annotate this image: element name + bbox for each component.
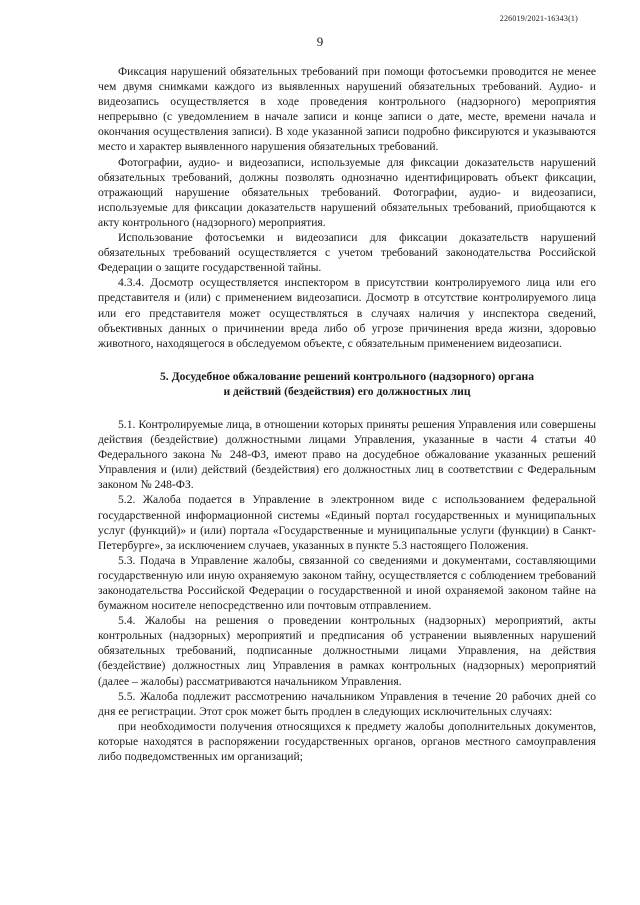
section-5-heading [98, 369, 596, 399]
paragraph-state-secret: Использование фотосъемки и видеозаписи для фиксации доказательств нарушений обязательных требований осуществляется с учетом требований законодательства Российской Федерации о защите государственной тайны. [98, 231, 596, 275]
section-5-heading-line1: 5. Досудебное обжалование решений контрольного (надзорного) органа [160, 369, 534, 383]
paragraph-5-4: 5.4. Жалобы на решения о проведении контрольных (надзорных) мероприятий, акты контрольных (надзорных) мероприятий и предписания об устранении выявленных нарушений обязательных требований, подписанные должностными лицами Управления, на действия (бездействие) должностных лиц Управления в рамках контрольных (надзорных) мероприятий (далее – жалобы) рассматриваются начальником Управления. [98, 614, 596, 688]
page-body [98, 64, 596, 764]
paragraph-photo-requirements: Фотографии, аудио- и видеозаписи, используемые для фиксации доказательств нарушений обязательных требований, должны позволять однозначно идентифицировать объект фиксации, отражающий нарушение обязательных требований. Фотографии, аудио- и видеозаписи, используемые для фиксации доказательств нарушений обязательных требований, приобщаются к акту контрольного (надзорного) мероприятия. [98, 155, 596, 229]
paragraph-5-1: 5.1. Контролируемые лица, в отношении которых приняты решения Управления или совершены действия (бездействие) должностными лицами Управления, указанные в части 4 статьи 40 Федерального закона № 248-ФЗ, имеют право на досудебное обжалование указанных решений Управления и (или) действий (бездействия) его должностных лиц в соответствии с Федеральным законом № 248-ФЗ. [98, 417, 596, 492]
section-5-heading-line2: и действий (бездействия) его должностных лиц [223, 384, 471, 398]
paragraph-5-2: 5.2. Жалоба подается в Управление в электронном виде с использованием федеральной государственной информационной системы «Единый портал государственных и муниципальных услуг (функций)» и (или) портала «Государственные и муниципальные услуги (функции) в Санкт-Петербурге», за исключением случаев, указанных в пункте 5.3 настоящего Положения. [98, 493, 596, 552]
paragraph-5-5-case-1: при необходимости получения относящихся к предмету жалобы дополнительных документов, которые находятся в распоряжении государственных органов, органов местного самоуправления либо подведомственных им организаций; [98, 719, 596, 764]
document-id: 226019/2021-16343(1) [499, 14, 578, 23]
paragraph-4-3-4: 4.3.4. Досмотр осуществляется инспектором в присутствии контролируемого лица или его представителя и (или) с применением видеозаписи. Досмотр в отсутствие контролируемого лица или его представителя может осуществляться в случаях наличия у инспектора сведений, объективных данных о причинении вреда либо об угрозе причинения вреда жизни, здоровью животного, находящегося в обследуемом объекте, с обязательным применением видеозаписи. [98, 276, 596, 350]
paragraph-photo-fixation: Фиксация нарушений обязательных требований при помощи фотосъемки проводится не менее чем двумя снимками каждого из выявленных нарушений обязательных требований. Аудио- и видеозапись осуществляется в ходе проведения контрольного (надзорного) мероприятия непрерывно (с уведомлением в начале записи и конце записи о дате, месте, времени начала и окончания осуществления записи). В ходе указанной записи подробно фиксируются и указываются место и характер выявленного нарушения обязательных требований. [98, 65, 596, 154]
paragraph-5-3: 5.3. Подача в Управление жалобы, связанной со сведениями и документами, составляющими государственную или иную охраняемую законом тайну, осуществляется с соблюдением требований законодательства Российской Федерации о государственной и иной охраняемой законом тайне на бумажном носителе непосредственно или почтовым отправлением. [98, 553, 596, 613]
page-number: 9 [316, 34, 324, 49]
paragraph-5-5: 5.5. Жалоба подлежит рассмотрению начальником Управления в течение 20 рабочих дней со дня ее регистрации. Этот срок может быть продлен в следующих исключительных случаях: [98, 689, 596, 718]
